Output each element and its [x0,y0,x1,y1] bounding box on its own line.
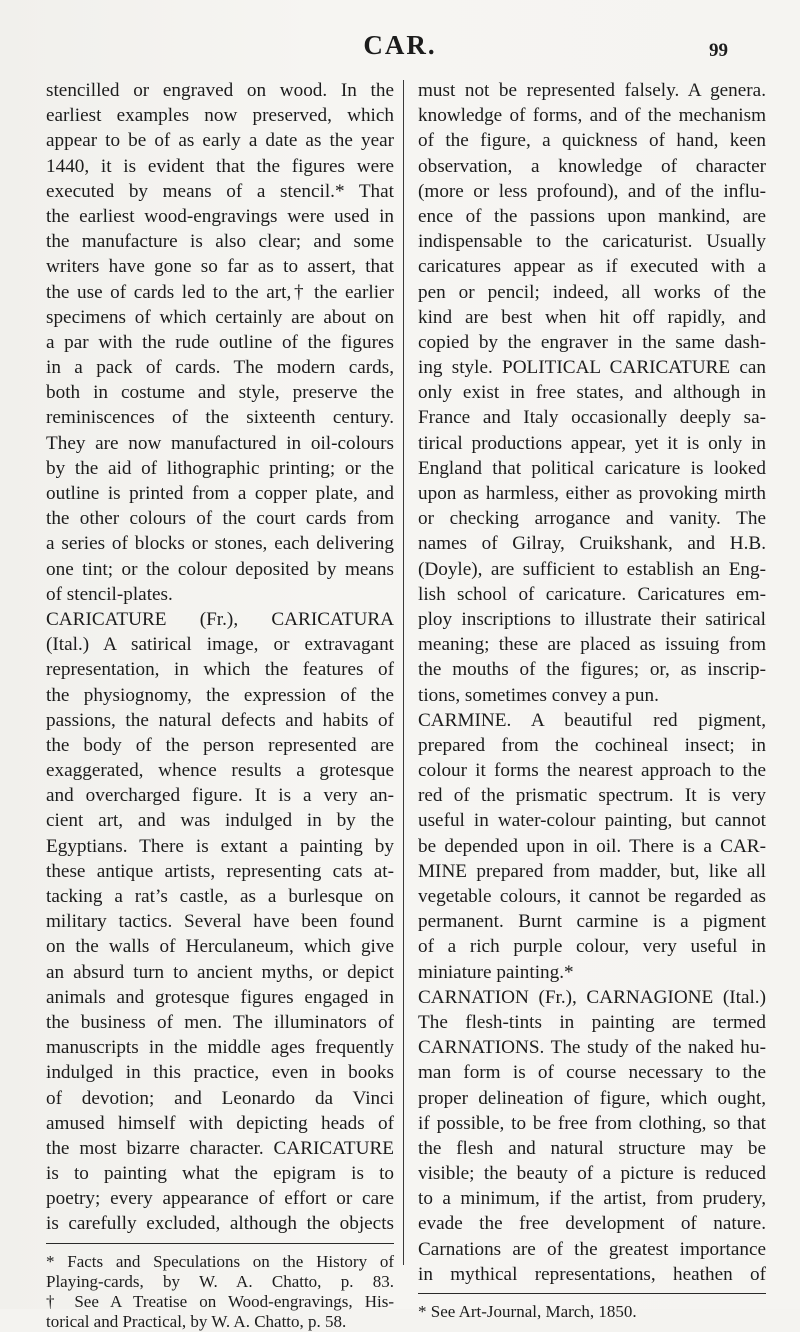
right-text-line: visible; the beauty of a picture is reduced [418,1163,766,1185]
right-text-line: in mythical representations, heathen of [418,1263,766,1285]
left-text-line: on the walls of Herculaneum, which give [46,936,394,958]
right-text-line: colour it forms the nearest approach to the [418,760,766,782]
footnote-rule [46,1243,394,1244]
left-text-line: the use of cards led to the art,† the earlier [46,281,394,303]
right-text-line: MINE prepared from madder, but, like all [418,860,766,882]
left-text-line: an absurd turn to ancient myths, or depict [46,961,394,983]
page-number: 99 [709,40,728,61]
left-text-line: earliest examples now preserved, which [46,105,394,127]
right-text-line: England that political caricature is looked [418,457,766,479]
left-text-line: both in costume and style, preserve the [46,382,394,404]
left-footnote-line: Playing-cards, by W. A. Chatto, p. 83. [46,1271,394,1291]
right-text-line: must not be represented falsely. A genera. [418,80,766,101]
right-text-line: observation, a knowledge of character [418,155,766,177]
right-text-line: lish school of caricature. Caricatures em- [418,583,766,605]
left-text-line: the most bizarre character. CARICATURE [46,1137,394,1159]
left-text-line: (Ital.) A satirical image, or extravagant [46,634,394,656]
left-text-line: is to painting what the epigram is to [46,1163,394,1185]
right-text-line: useful in water-colour painting, but cannot [418,810,766,832]
left-text-line: one tint; or the colour deposited by means [46,558,394,580]
left-text-line: the manufacture is also clear; and some [46,231,394,253]
left-text-line: manuscripts in the middle ages frequently [46,1037,394,1059]
right-text-line: tions, sometimes convey a pun. [418,684,659,706]
left-text-line: writers have gone so far as to assert, that [46,256,394,278]
left-footnote-line: torical and Practical, by W. A. Chatto, p. 58. [46,1311,347,1331]
right-text-line: CARNATION (Fr.), CARNAGIONE (Ital.) [418,986,766,1008]
right-text-line: miniature painting.* [418,961,574,983]
left-text-line: CARICATURE (Fr.), CARICATURA [46,608,394,630]
left-text-line: by the aid of lithographic printing; or the [46,457,394,479]
left-text-line: the body of the person represented are [46,734,394,756]
left-text-line: specimens of which certainly are about on [46,306,394,328]
left-text-line: of stencil-plates. [46,583,173,605]
left-text-line: poetry; every appearance of effort or care [46,1188,394,1210]
right-text-line: caricatures appear as if executed with a [418,256,766,278]
left-text-line: the business of men. The illuminators of [46,1011,394,1033]
left-text-line: exaggerated, whence results a grotesque [46,760,394,782]
right-text-line: the mouths of the figures; or, as inscrip- [418,659,766,681]
right-text-line: ence of the passions upon mankind, are [418,205,766,227]
left-footnote-line: * Facts and Speculations on the History of [46,1251,394,1271]
right-text-line: names of Gilray, Cruikshank, and H.B. [418,533,766,555]
left-text-line: a series of blocks or stones, each delivering [46,533,394,555]
left-text-line: Egyptians. There is extant a painting by [46,835,394,857]
column-divider [403,80,404,1265]
left-text-line: is carefully excluded, although the objects [46,1213,394,1235]
left-text-line: animals and grotesque figures engaged in [46,986,394,1008]
left-text-line: and overcharged figure. It is a very an- [46,785,394,807]
right-text-line: (more or less profound), and of the influ- [418,180,766,202]
footnote-rule [418,1293,766,1294]
right-text-line: copied by the engraver in the same dash- [418,331,766,353]
right-text-line: tirical productions appear, yet it is only in [418,432,766,454]
left-column [46,78,394,1332]
running-head [0,30,800,70]
right-text-line: kind are best when hit off rapidly, and [418,306,766,328]
left-text-line: amused himself with depicting heads of [46,1112,394,1134]
right-text-line: CARMINE. A beautiful red pigment, [418,709,766,731]
right-text-line: pen or pencil; indeed, all works of the [418,281,766,303]
left-text-line: passions, the natural defects and habits of [46,709,394,731]
right-text-line: indispensable to the caricaturist. Usually [418,231,766,253]
page-header-title: CAR. [363,30,437,60]
left-text-line: a par with the rude outline of the figures [46,331,394,353]
right-text-line: prepared from the cochineal insect; in [418,734,766,756]
left-footnote-line: † See A Treatise on Wood-engravings, His- [46,1291,394,1311]
right-text-line: meaning; these are placed as issuing from [418,634,766,656]
right-text-line: (Doyle), are sufficient to establish an Eng- [418,558,766,580]
right-text-line: only exist in free states, and although in [418,382,766,404]
right-text-line: or checking arrogance and vanity. The [418,508,766,530]
right-text-line: red of the prismatic spectrum. It is very [418,785,766,807]
right-column [418,78,766,1322]
right-text-line: of a rich purple colour, very useful in [418,936,766,958]
left-text-line: appear to be of as early a date as the year [46,130,394,152]
left-text-line: representation, in which the features of [46,659,394,681]
left-text-line: executed by means of a stencil.* That [46,180,394,202]
left-text-line: the other colours of the court cards from [46,508,394,530]
left-text-line: indulged in this practice, even in books [46,1062,394,1084]
right-text-line: ploy inscriptions to illustrate their satirical [418,608,766,630]
right-text-line: proper delineation of figure, which ought, [418,1087,766,1109]
left-text-line: the earliest wood-engravings were used in [46,205,394,227]
right-text-line: ing style. POLITICAL CARICATURE can [418,357,766,379]
right-text-line: be depended upon in oil. There is a CAR- [418,835,766,857]
right-text-line: Carnations are of the greatest importance [418,1238,766,1260]
left-text-line: They are now manufactured in oil-colours [46,432,394,454]
right-text-line: if possible, to be free from clothing, so that [418,1112,766,1134]
right-text-line: evade the free development of nature. [418,1213,766,1235]
right-text-line: France and Italy occasionally deeply sa- [418,407,766,429]
right-text-line: upon as harmless, either as provoking mirth [418,483,766,504]
left-text-line: stencilled or engraved on wood. In the [46,80,394,101]
right-text-line: man form is of course necessary to the [418,1062,766,1084]
left-text-line: outline is printed from a copper plate, and [46,483,394,504]
left-text-line: tacking a rat’s castle, as a burlesque on [46,886,394,907]
right-text-line: knowledge of forms, and of the mechanism [418,105,766,127]
left-text-line: 1440, it is evident that the figures were [46,155,394,177]
left-text-line: military tactics. Several have been found [46,911,394,933]
right-footnote-line: * See Art-Journal, March, 1850. [418,1302,637,1321]
right-text-line: The flesh-tints in painting are termed [418,1011,766,1033]
left-text-line: reminiscences of the sixteenth century. [46,407,394,429]
right-text-line: to a minimum, if the artist, from prudery, [418,1188,766,1210]
left-text-line: of devotion; and Leonardo da Vinci [46,1087,394,1109]
right-text-line: permanent. Burnt carmine is a pigment [418,911,766,933]
left-text-line: the physiognomy, the expression of the [46,684,394,706]
right-text-line: the flesh and natural structure may be [418,1137,766,1159]
left-text-line: cient art, and was indulged in by the [46,810,394,832]
right-text-line: of the figure, a quickness of hand, keen [418,130,766,152]
right-text-line: CARNATIONS. The study of the naked hu- [418,1037,766,1059]
left-text-line: these antique artists, representing cats at- [46,860,394,882]
right-text-line: vegetable colours, it cannot be regarded as [418,886,766,907]
left-text-line: in a pack of cards. The modern cards, [46,357,394,379]
